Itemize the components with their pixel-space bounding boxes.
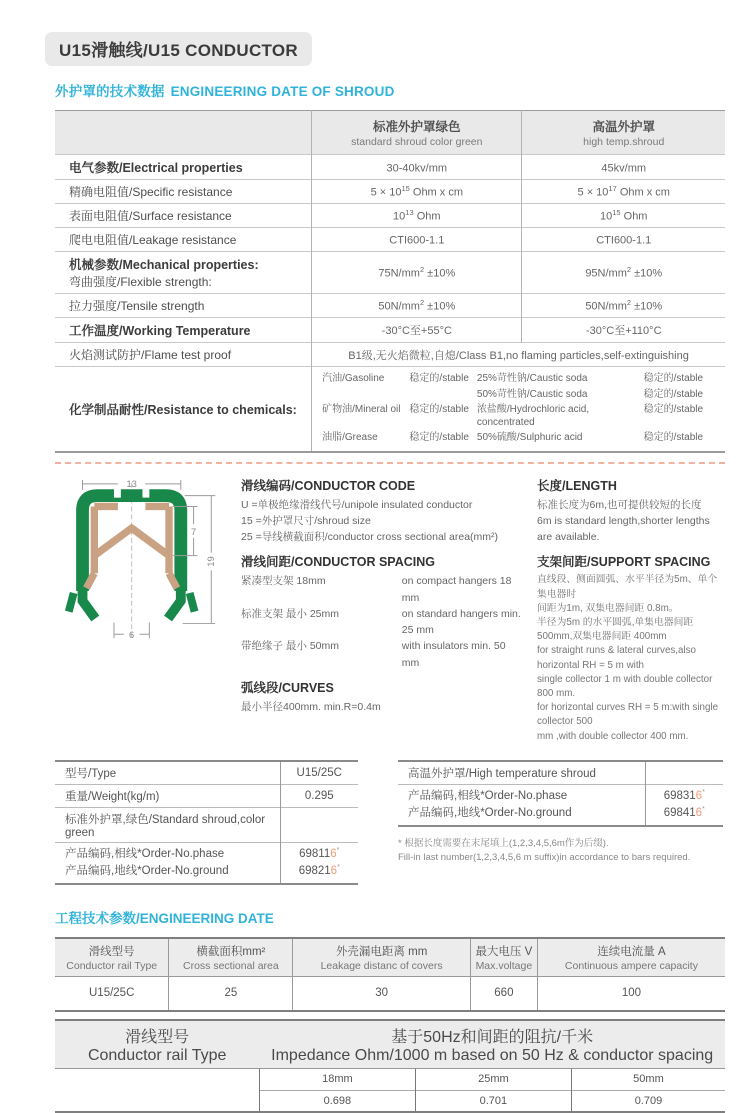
spec-value-hightemp: $95N/mm^2 \pm 10\%$ xyxy=(522,252,725,294)
spacing-row: 带绝缘子 最小 50mm with insulators min. 50 mm xyxy=(241,640,506,669)
table-row: 重量/Weight(kg/m) 0.295 xyxy=(55,784,358,807)
spec-label: 火焰测试防护/Flame test proof xyxy=(55,343,312,367)
dim-inner-height: 7 xyxy=(190,526,197,537)
spec-value-standard: CTI600-1.1 xyxy=(312,228,522,252)
table-row xyxy=(55,228,725,252)
table-row xyxy=(55,155,725,180)
table-row xyxy=(55,252,725,294)
conductor-cross-section-drawing xyxy=(55,475,227,744)
spacing-header-row: 18mm 25mm 50mm xyxy=(55,1068,725,1090)
page-title: U15滑触线/U15 CONDUCTOR xyxy=(45,32,312,66)
impedance-values-row: 0.698 0.701 0.709 xyxy=(55,1090,725,1112)
spec-value-hightemp: $10^{15}$ Ohm xyxy=(522,204,725,228)
hightemp-order-table xyxy=(398,760,723,828)
table-row xyxy=(55,294,725,318)
spec-value-hightemp: $5 \times 10^{17}$ Ohm x cm xyxy=(522,180,725,204)
shroud-heading-en: ENGINEERING DATE OF SHROUD xyxy=(170,84,395,99)
table-header-row: 滑线型号 Conductor rail Type 横截面积mm² Cross sectional area 外壳漏电距离 mm Leakage distanc of covers 最大电压 V Max.voltage 连续电流量 A Continuous ampere capacity xyxy=(55,938,725,977)
order-footnote: * 根据长度需要在末尾填上(1,2,3,4,5,6m作为后缀). Fill-in last number(1,2,3,4,5,6 m suffix)in accordance to bars required. xyxy=(398,838,691,864)
hightemp-order-block xyxy=(398,760,723,886)
dim-bottom-gap: 6 xyxy=(129,629,135,640)
spec-header-row xyxy=(55,111,725,155)
conductor-spacing-heading: 滑线间距/CONDUCTOR SPACING xyxy=(241,555,435,570)
spacing-row: 紧凑型支架 18mm on compact hangers 18 mm xyxy=(241,575,512,604)
engineering-heading-zh: 工程技术参数 xyxy=(55,911,136,927)
table-row xyxy=(55,204,725,228)
engineering-section-heading: 工程技术参数/ENGINEERING DATE xyxy=(55,911,274,927)
spec-label: 机械参数/Mechanical properties: 弯曲强度/Flexible strength: xyxy=(55,252,312,294)
spec-label: 电气参数/Electrical properties xyxy=(55,155,312,180)
flame-test-row xyxy=(55,343,725,367)
support-spacing-heading: 支架间距/SUPPORT SPACING xyxy=(537,555,711,570)
profile-section xyxy=(55,475,725,744)
spec-label: 表面电阻值/Surface resistance xyxy=(55,204,312,228)
spec-value-hightemp: CTI600-1.1 xyxy=(522,228,725,252)
conductor-code-heading: 滑线编码/CONDUCTOR CODE xyxy=(241,478,416,493)
spec-label: 工作温度/Working Temperature xyxy=(55,318,312,343)
order-number-section xyxy=(55,760,725,886)
shroud-heading-zh: 外护罩的技术数据 xyxy=(55,84,165,99)
spec-value-standard: $5 \times 10^{15}$ Ohm x cm xyxy=(312,180,522,204)
spec-header-empty xyxy=(55,111,312,155)
conductor-code-column: 滑线编码/CONDUCTOR CODE U =单极绝缘滑线代号/unipole insulated conductor 15 =外护罩尺寸/shroud size 25 =导线横截面积/conductor cross sectional area(mm²) 滑线间距/CONDUCTOR SPACING 紧凑型支架 18mm on compact hangers 18 mm 标准支架 最小 25mm on standard hangers min. 25 mm 带绝缘子 最小 50mm with insulators min. 50 mm 弧线段/CURVES 最小半径400mm. min.R=0.4m xyxy=(241,475,523,744)
engineering-heading-en: ENGINEERING DATE xyxy=(139,911,274,927)
table-row xyxy=(55,318,725,343)
spec-value-standard: $75N/mm^2 \pm 10\%$ xyxy=(312,252,522,294)
length-support-column: 长度/LENGTH 标准长度为6m,也可提供较短的长度 6m is standard length,shorter lengths are available. 支架间距/SUPPORT SPACING 直线段、侧面圆弧、水平半径为5m、单个集电器时 间距为1m, 双集电器间距 0.8m。 半径为5m 的水平圆弧,单集电器间距 500mm,双集电器间距 400mm for straight runs & lateral curves,also horizontal RH = 5 m with single collector 1 m with double collector 800 mm. for horizontal curves RH = 5 m:with single collector 500 mm ,with double collector 400 mm. xyxy=(537,475,725,744)
spec-label: 精确电阻值/Specific resistance xyxy=(55,180,312,204)
curves-heading: 弧线段/CURVES xyxy=(241,680,334,695)
table-row xyxy=(55,180,725,204)
table-header-row: 滑线型号 Conductor rail Type 基于50Hz和间距的阻抗/千米 Impedance Ohm/1000 m based on 50 Hz & conductor spacing xyxy=(55,1020,725,1069)
spec-header-hightemp: 高温外护罩 high temp.shroud xyxy=(522,111,725,155)
spec-label: 化学制品耐性/Resistance to chemicals: xyxy=(55,367,312,452)
shroud-section-heading xyxy=(55,80,725,100)
table-row: 标准外护罩,绿色/Standard shroud,color green xyxy=(55,807,358,842)
table-row: 型号/Type U15/25C xyxy=(55,761,358,785)
table-row: 高温外护罩/High temperature shroud xyxy=(398,761,723,785)
engineering-data-table xyxy=(55,937,725,1012)
impedance-table xyxy=(55,1019,725,1113)
table-row: U15/25C 25 30 660 100 xyxy=(55,977,725,1011)
spacing-row: 标准支架 最小 25mm on standard hangers min. 25 mm xyxy=(241,607,521,637)
chemicals-value-cell: 汽油/Gasoline 稳定的/stable 25%苛性钠/Caustic soda 稳定的/stable 50%苛性钠/Caustic soda 稳定的/stable 矿物油/Mineral oil 稳定的/stable 浓盐酸/Hydrochloric acid, concentrated 稳定的/stable 油脂/Grease 稳定的/stable 50%硫酸/Sulphuric acid 稳定的/stable xyxy=(312,367,725,452)
order-number-row: 产品编码,相线*Order-No.phase 产品编码,地线*Order-No.ground 698316* 698416* xyxy=(398,784,723,826)
dim-top-width: 13 xyxy=(126,478,137,489)
dashed-divider xyxy=(55,462,725,464)
spec-value-standard: -30°C至+55°C xyxy=(312,318,522,343)
spec-value-hightemp: $50N/mm^2 \pm 10\%$ xyxy=(522,294,725,318)
spec-value-standard: $50N/mm^2 \pm 10\%$ xyxy=(312,294,522,318)
length-heading: 长度/LENGTH xyxy=(537,478,617,493)
spec-value-hightemp: 45kv/mm xyxy=(522,155,725,180)
order-number-row: 产品编码,相线*Order-No.phase 产品编码,地线*Order-No.ground 698116* 698216* xyxy=(55,842,358,884)
chemicals-row xyxy=(55,367,725,452)
spec-value-standard: 30-40kv/mm xyxy=(312,155,522,180)
spec-value-standard: $10^{13}$ Ohm xyxy=(312,204,522,228)
type-order-table xyxy=(55,760,358,886)
spec-label: 爬电电阻值/Leakage resistance xyxy=(55,228,312,252)
spec-label: 拉力强度/Tensile strength xyxy=(55,294,312,318)
flame-test-value: B1级,无火焰微粒,自熄/Class B1,no flaming particles,self-extinguishing xyxy=(312,343,725,367)
shroud-spec-table xyxy=(55,110,725,453)
spec-value-hightemp: -30°C至+110°C xyxy=(522,318,725,343)
dim-total-height: 19 xyxy=(206,555,217,567)
spec-header-standard: 标准外护罩绿色 standard shroud color green xyxy=(312,111,522,155)
